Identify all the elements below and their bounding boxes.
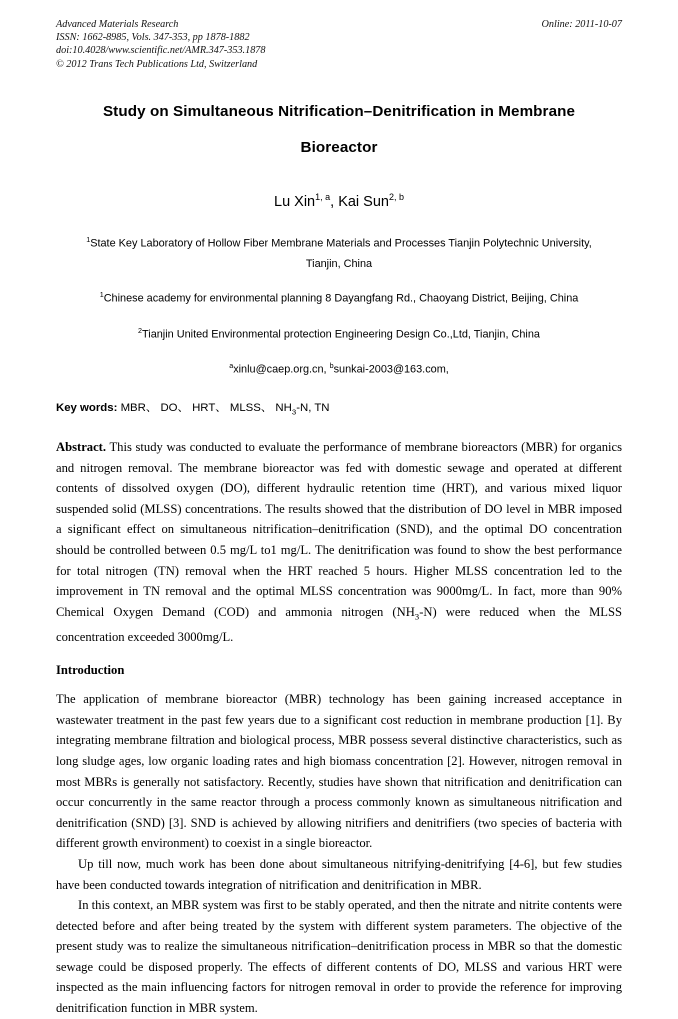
keywords-label: Key words: [56, 401, 118, 414]
title-line-1: Study on Simultaneous Nitrification–Denitrification in Membrane [102, 103, 576, 120]
author-2-name: Kai Sun [338, 193, 389, 210]
abstract-subscript: 3 [414, 611, 420, 622]
keywords-text-before: MBR、 DO、 HRT、 MLSS、 NH [117, 401, 292, 414]
affiliation-block [56, 230, 622, 380]
copyright-line: © 2012 Trans Tech Publications Ltd, Switzerland [56, 58, 258, 70]
masthead [56, 18, 622, 74]
email-b-mark: b [329, 360, 334, 370]
intro-paragraph-2: Up till now, much work has been done about simultaneous nitrifying-denitrifying [4-6], but few studies have been conducted towards integration of nitrification and denitrification in MBR. [56, 856, 622, 892]
doi-line: doi:10.4028/www.scientific.net/AMR.347-353.1878 [56, 45, 266, 57]
email-b[interactable]: sunkai-2003@163.com, [333, 363, 449, 376]
email-a[interactable]: xinlu@caep.org.cn, [233, 363, 330, 376]
author-list [56, 187, 622, 212]
affiliation-2-mark: 1 [99, 290, 104, 300]
author-1-marks: 1, a [315, 192, 331, 202]
keywords-subscript: 3 [291, 407, 297, 417]
affiliation-3-text: Tianjin United Environmental protection Engineering Design Co.,Ltd, Tianjin, China [142, 328, 540, 341]
page-title [56, 94, 622, 166]
affiliation-2 [56, 285, 622, 309]
affiliation-1-mark: 1 [86, 234, 91, 244]
author-emails [56, 356, 622, 380]
affiliation-1 [56, 230, 622, 275]
author-2-marks: 2, b [388, 192, 404, 202]
abstract-text-part-2: -N) were reduced when the MLSS concentration exceeded 3000mg/L. [56, 604, 623, 644]
journal-name: Advanced Materials Research [56, 19, 179, 30]
keywords-line [56, 400, 622, 420]
intro-paragraph-3: In this context, an MBR system was first to be stably operated, and then the nitrate and nitrite contents were detected before and after being treated by the system with different system parameters. The objective of the present study was to realize the simultaneous nitrification–denitrification process in MBR so that the domestic sewage could be disposed properly. The effects of different contents of DO, MLSS and various HRT were inspected as the main influencing factors for nitrogen removal in order to provide the reference for improving denitrification function in MBR system. [56, 898, 622, 1016]
affiliation-1-text: State Key Laboratory of Hollow Fiber Membrane Materials and Processes Tianjin Polytechnic University, Tianjin, China [90, 237, 592, 270]
masthead-left [56, 18, 476, 71]
author-separator: , [330, 193, 339, 210]
affiliation-2-text: Chinese academy for environmental planning 8 Dayangfang Rd., Chaoyang District, Beijing, China [103, 293, 579, 306]
affiliation-3 [56, 321, 622, 345]
author-1-name: Lu Xin [274, 193, 316, 210]
issn-line: ISSN: 1662-8985, Vols. 347-353, pp 1878-1882 [56, 32, 250, 44]
section-heading-introduction: Introduction [56, 662, 125, 677]
abstract-text-part-1: This study was conducted to evaluate the performance of membrane bioreactors (MBR) for organics and nitrogen removal. The membrane bioreactor was fed with domestic sewage and operated at different contents of dissolved oxygen (DO), different hydraulic retention time (HRT), and various mixed liquor suspended solid (MLSS) concentrations. The results showed that the distribution of DO level in MBR imposed a significant effect on simultaneous nitrification–denitrification (SND), and the optimal DO concentration should be controlled between 0.5 mg/L to1 mg/L. The denitrification was found to show the best performance for total nitrogen (TN) removal when the HRT reached 5 hours. Higher MLSS concentration led to the improvement in TN removal and the optimal MLSS concentration was 9000mg/L. In fact, more than 90% Chemical Oxygen Demand (COD) and ammonia nitrogen (NH [56, 440, 622, 619]
intro-paragraph-1: The application of membrane bioreactor (MBR) technology has been gaining increased acceptance in wastewater treatment in the past few years due to a significant cost reduction in membrane production [1]. By integrating membrane filtration and biological process, MBR possess several distinctive characteristics, such as long sludge ages, low organic loading rates and high biomass concentration [2]. However, nitrogen removal in most MBRs is generally not satisfactory. Recently, studies have shown that nitrification and denitrification can occur concurrently in the same reactor through a process commonly known as simultaneous nitrification and denitrification (SND) [3]. SND is achieved by allowing nitrifiers and denitrifiers (two species of bacteria with different growth environment) to coexist in a single bioreactor. [56, 692, 622, 851]
abstract-label: Abstract. [56, 440, 107, 455]
keywords-text-after: -N, TN [296, 401, 330, 414]
affiliation-3-mark: 2 [138, 325, 143, 335]
email-a-mark: a [229, 360, 234, 370]
title-line-2: Bioreactor [300, 139, 378, 156]
online-date: Online: 2011-10-07 [541, 19, 622, 30]
abstract-paragraph [56, 437, 622, 647]
